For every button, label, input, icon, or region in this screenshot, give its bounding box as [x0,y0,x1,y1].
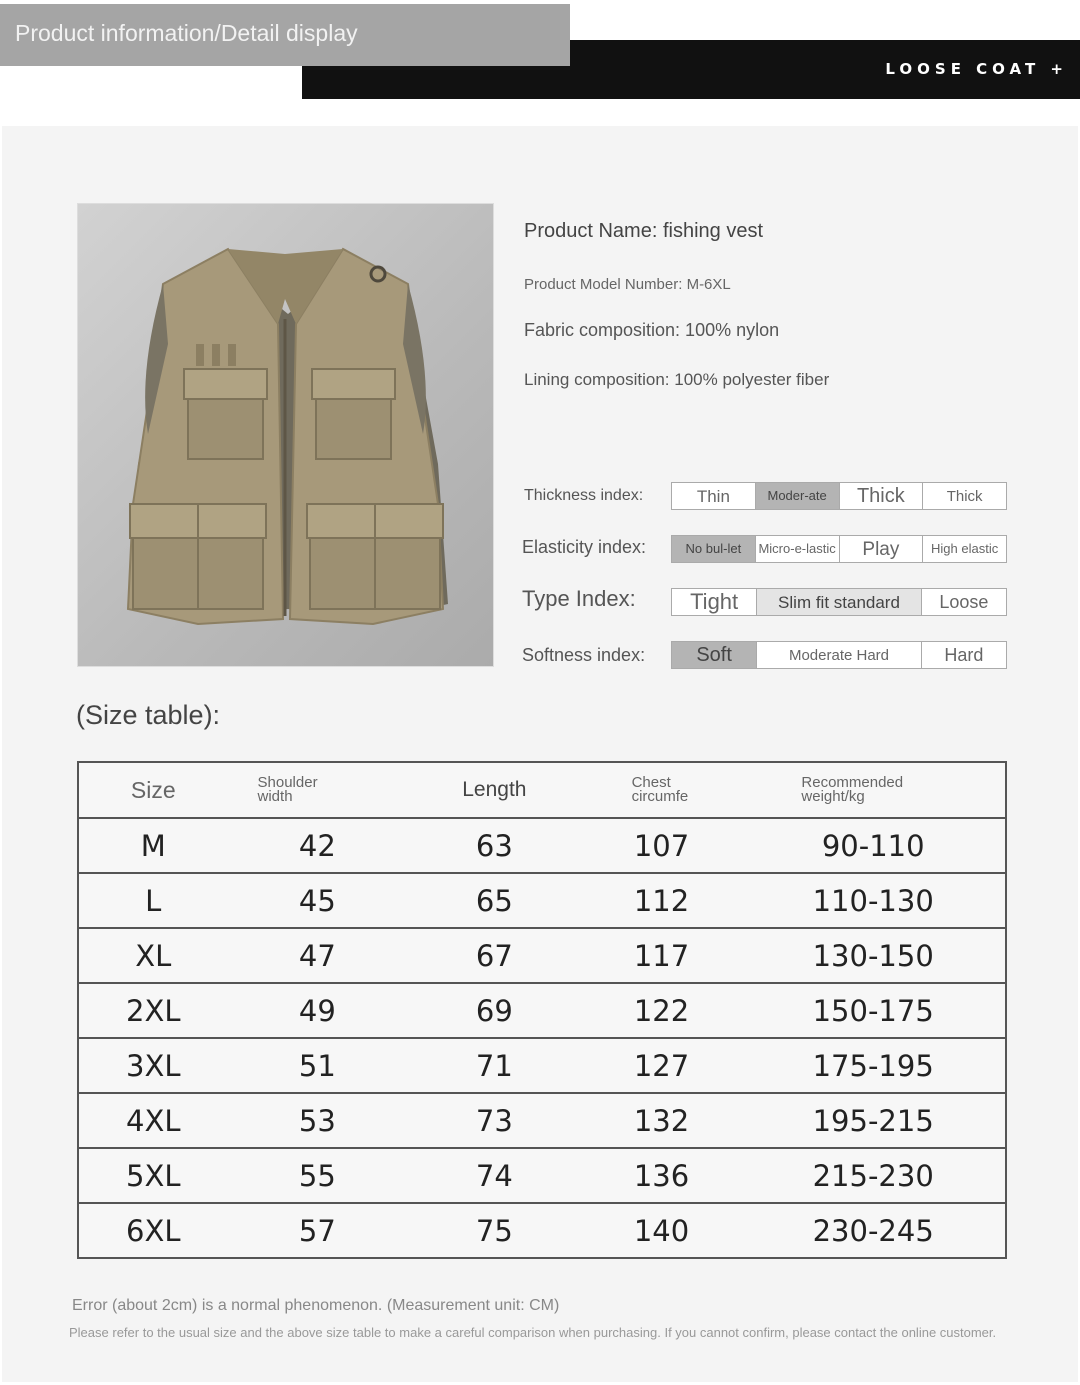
size-row [78,928,1006,983]
size-cell: 51 [228,1038,408,1093]
size-cell: 57 [228,1203,408,1258]
section-title: Product information/Detail display [15,20,358,46]
purchase-advice-note: Please refer to the usual size and the above size table to make a careful comparison when purchasing. If you cannot confirm, please contact the online customer. [69,1325,997,1340]
type-option-selected: Slim fit standard [757,589,922,615]
thickness-option: Thin [672,483,756,509]
elasticity-option-selected: No bul-let [672,536,756,562]
size-row [78,1093,1006,1148]
thickness-index-label: Thickness index: [524,487,644,504]
thickness-option-selected: Moder-ate [756,483,840,509]
product-name: Product Name: fishing vest [524,220,763,242]
size-cell: 63 [407,818,581,873]
size-cell: 55 [228,1148,408,1203]
size-cell: 42 [228,818,408,873]
size-cell: 49 [228,983,408,1038]
header-chest [582,762,742,818]
size-cell: 150-175 [741,983,1006,1038]
brand-label: LOOSE COAT + [885,60,1068,78]
header-shoulder-width [228,762,408,818]
size-cell: L [78,873,228,928]
size-cell: 127 [582,1038,742,1093]
size-cell: 71 [407,1038,581,1093]
fabric-composition: Fabric composition: 100% nylon [524,320,780,340]
size-cell: 90-110 [741,818,1006,873]
header-size: Size [78,762,228,818]
product-model: Product Model Number: M-6XL [524,276,731,293]
size-cell: XL [78,928,228,983]
elasticity-option: Play [840,536,924,562]
elasticity-option: High elastic [931,541,999,556]
header-weight [741,762,1006,818]
header-length: Length [407,762,581,818]
size-cell: 117 [582,928,742,983]
size-table-title: (Size table): [76,700,221,730]
softness-index-label: Softness index: [522,645,646,665]
section-banner [0,4,570,66]
size-cell: 215-230 [741,1148,1006,1203]
size-cell: 175-195 [741,1038,1006,1093]
size-cell: 2XL [78,983,228,1038]
type-option: Loose [939,592,989,612]
size-cell: 65 [407,873,581,928]
size-table-body [78,818,1006,1258]
elasticity-option: Micro-e-lastic [756,536,840,562]
type-index-label: Type Index: [522,586,636,611]
size-cell: 73 [407,1093,581,1148]
size-cell: 132 [582,1093,742,1148]
size-cell: 112 [582,873,742,928]
size-cell: 47 [228,928,408,983]
softness-option: Moderate Hard [757,642,922,668]
size-cell: 130-150 [741,928,1006,983]
size-cell: 3XL [78,1038,228,1093]
header-chest-text: Chest circumfe [631,776,689,804]
size-table-header-row [78,762,1006,818]
size-row [78,1038,1006,1093]
size-cell: 4XL [78,1093,228,1148]
fishing-vest-image [78,204,493,666]
softness-index-scale [671,641,1007,669]
size-cell: 122 [582,983,742,1038]
softness-option: Hard [944,645,984,665]
thickness-option: Thick [946,487,983,505]
size-row [78,983,1006,1038]
size-cell: 75 [407,1203,581,1258]
header-shoulder-width-text: Shoulder width [257,774,318,805]
elasticity-index-scale [671,535,1007,563]
size-cell: 107 [582,818,742,873]
size-cell: 136 [582,1148,742,1203]
thickness-option: Thick [840,483,924,509]
size-row [78,873,1006,928]
size-cell: 140 [582,1203,742,1258]
size-cell: 74 [407,1148,581,1203]
size-row [78,818,1006,873]
size-cell: 45 [228,873,408,928]
size-cell: 195-215 [741,1093,1006,1148]
elasticity-index-label: Elasticity index: [522,537,647,557]
size-cell: 230-245 [741,1203,1006,1258]
size-row [78,1203,1006,1258]
size-table [77,761,1007,1259]
size-cell: M [78,818,228,873]
size-cell: 67 [407,928,581,983]
thickness-index-scale [671,482,1007,510]
size-row [78,1148,1006,1203]
size-cell: 110-130 [741,873,1006,928]
size-cell: 5XL [78,1148,228,1203]
header-weight-text: Recommended weight/kg [801,774,904,805]
size-cell: 53 [228,1093,408,1148]
softness-option-selected: Soft [672,642,757,668]
size-cell: 6XL [78,1203,228,1258]
type-option: Tight [672,589,757,615]
measurement-note: Error (about 2cm) is a normal phenomenon. (Measurement unit: CM) [72,1297,560,1314]
lining-composition: Lining composition: 100% polyester fiber [524,370,830,389]
type-index-scale [671,588,1007,616]
size-cell: 69 [407,983,581,1038]
product-photo [77,203,494,667]
